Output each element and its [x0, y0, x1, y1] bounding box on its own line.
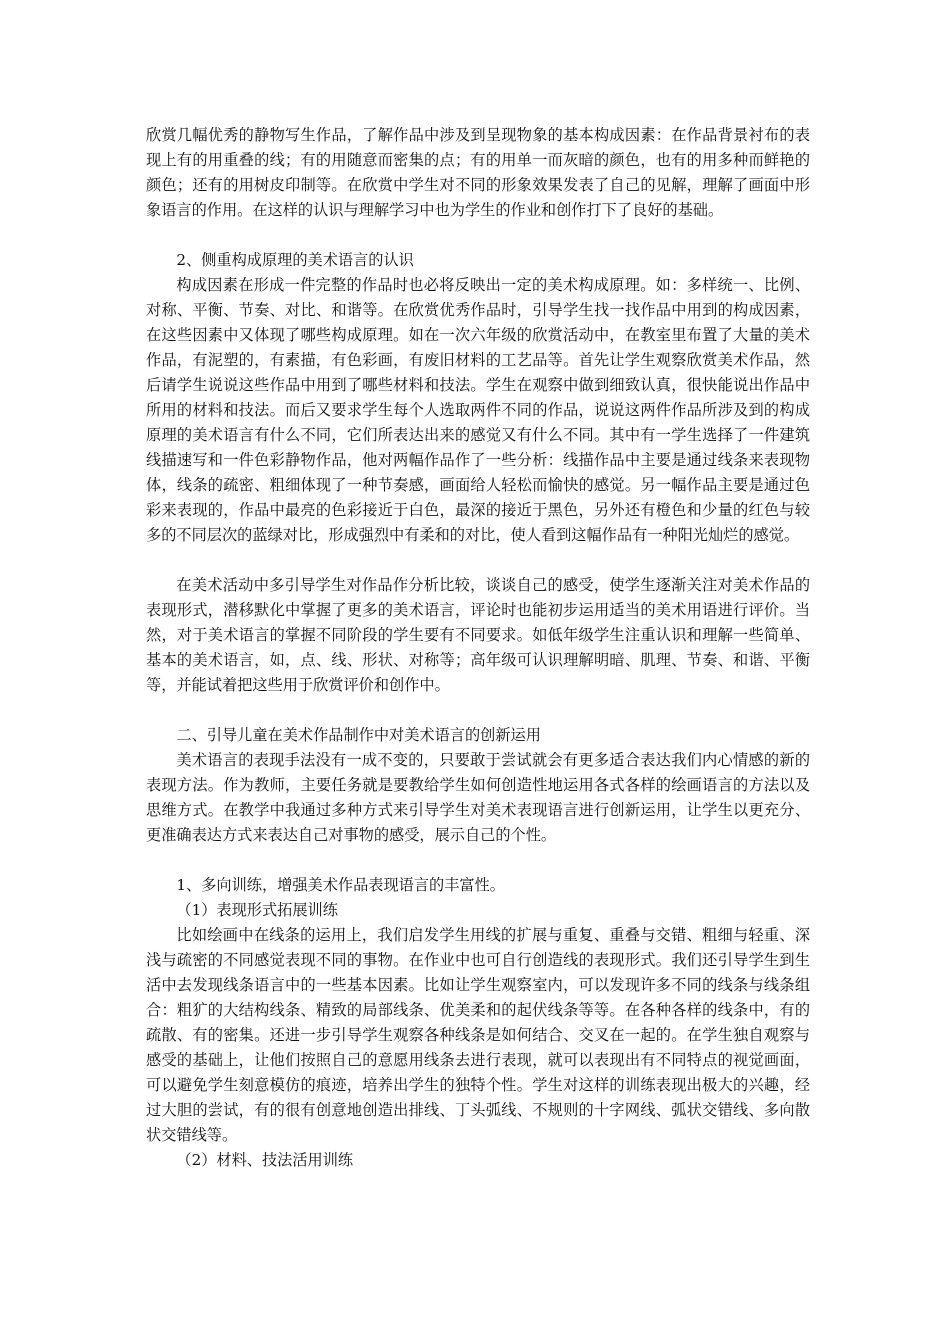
document-body: [146, 123, 810, 1173]
paragraph-still-life-appreciation: 欣赏几幅优秀的静物写生作品，了解作品中涉及到呈现物象的基本构成因素：在作品背景衬布的表现上有的用重叠的线；有的用随意而密集的点；有的用单一而灰暗的颜色，也有的用多种而鲜艳的颜色；还有的用树皮印制等。在欣赏中学生对不同的形象效果发表了自己的见解，理解了画面中形象语言的作用。在这样的认识与理解学习中也为学生的作业和创作打下了良好的基础。: [146, 126, 810, 219]
paragraph-gap: [146, 848, 810, 873]
paragraph-line-training: 比如绘画中在线条的运用上，我们启发学生用线的扩展与重复、重叠与交错、粗细与轻重、深浅与疏密的不同感觉表现不同的事物。在作业中也可自行创造线的表现形式。我们还引导学生到生活中去发现线条语言中的一些基本因素。比如让学生观察室内，可以发现许多不同的线条与线条组合：粗犷的大结构线条、精致的局部线条、优美柔和的起伏线条等等。在各种各样的线条中，有的疏散、有的密集。还进一步引导学生观察各种线条是如何结合、交叉在一起的。在学生独自观察与感受的基础上，让他们按照自己的意愿用线条去进行表现，就可以表现出有不同特点的视觉画面，可以避免学生刻意模仿的痕迹，培养出学生的独特个性。学生对这样的训练表现出极大的兴趣，经过大胆的尝试，有的很有创意地创造出排线、丁头弧线、不规则的十字网线、弧状交错线、多向散状交错线等。: [146, 926, 810, 1144]
paragraph-gap: [146, 698, 810, 723]
section-heading-composition-principles: 2、侧重构成原理的美术语言的认识: [176, 251, 414, 269]
subsection-heading-materials-techniques: （2）材料、技法活用训练: [176, 1151, 354, 1169]
paragraph-gap: [146, 548, 810, 573]
paragraph-analysis-comparison: 在美术活动中多引导学生对作品作分析比较，谈谈自己的感受，使学生逐渐关注对美术作品的表现形式，潜移默化中掌握了更多的美术语言，评论时也能初步运用适当的美术用语进行评价。当然，对于美术语言的掌握不同阶段的学生要有不同要求。如低年级学生注重认识和理解一些简单、基本的美术语言，如，点、线、形状、对称等；高年级可认识理解明暗、肌理、节奏、和谐、平衡等，并能试着把这些用于欣赏评价和创作中。: [146, 576, 810, 694]
section-heading-multi-training: 1、多向训练，增强美术作品表现语言的丰富性。: [176, 876, 505, 894]
section-heading-creative-use: 二、引导儿童在美术作品制作中对美术语言的创新运用: [176, 726, 541, 744]
subsection-heading-form-expansion: （1）表现形式拓展训练: [176, 901, 338, 919]
paragraph-gap: [146, 223, 810, 248]
paragraph-composition-principles: 构成因素在形成一件完整的作品时也必将反映出一定的美术构成原理。如：多样统一、比例、对称、平衡、节奏、对比、和谐等。在欣赏优秀作品时，引导学生找一找作品中用到的构成因素，在这些因素中又体现了哪些构成原理。如在一次六年级的欣赏活动中，在教室里布置了大量的美术作品，有泥塑的，有素描，有色彩画，有废旧材料的工艺品等。首先让学生观察欣赏美术作品，然后请学生说说这些作品中用到了哪些材料和技法。学生在观察中做到细致认真，很快能说出作品中所用的材料和技法。而后又要求学生每个人选取两件不同的作品，说说这两件作品所涉及到的构成原理的美术语言有什么不同，它们所表达出来的感觉又有什么不同。其中有一学生选择了一件建筑线描速写和一件色彩静物作品，他对两幅作品作了一些分析：线描作品中主要是通过线条来表现物体，线条的疏密、粗细体现了一种节奏感，画面给人轻松而愉快的感觉。另一幅作品主要是通过色彩来表现的，作品中最亮的色彩接近于白色，最深的接近于黑色，另外还有橙色和少量的红色与较多的不同层次的蓝绿对比，形成强烈中有柔和的对比，使人看到这幅作品有一种阳光灿烂的感觉。: [146, 276, 810, 544]
paragraph-creative-use: 美术语言的表现手法没有一成不变的，只要敢于尝试就会有更多适合表达我们内心情感的新的表现方法。作为教师，主要任务就是要教给学生如何创造性地运用各式各样的绘画语言的方法以及思维方式。在教学中我通过多种方式来引导学生对美术表现语言进行创新运用，让学生以更充分、更准确表达方式来表达自己对事物的感受，展示自己的个性。: [146, 751, 810, 844]
